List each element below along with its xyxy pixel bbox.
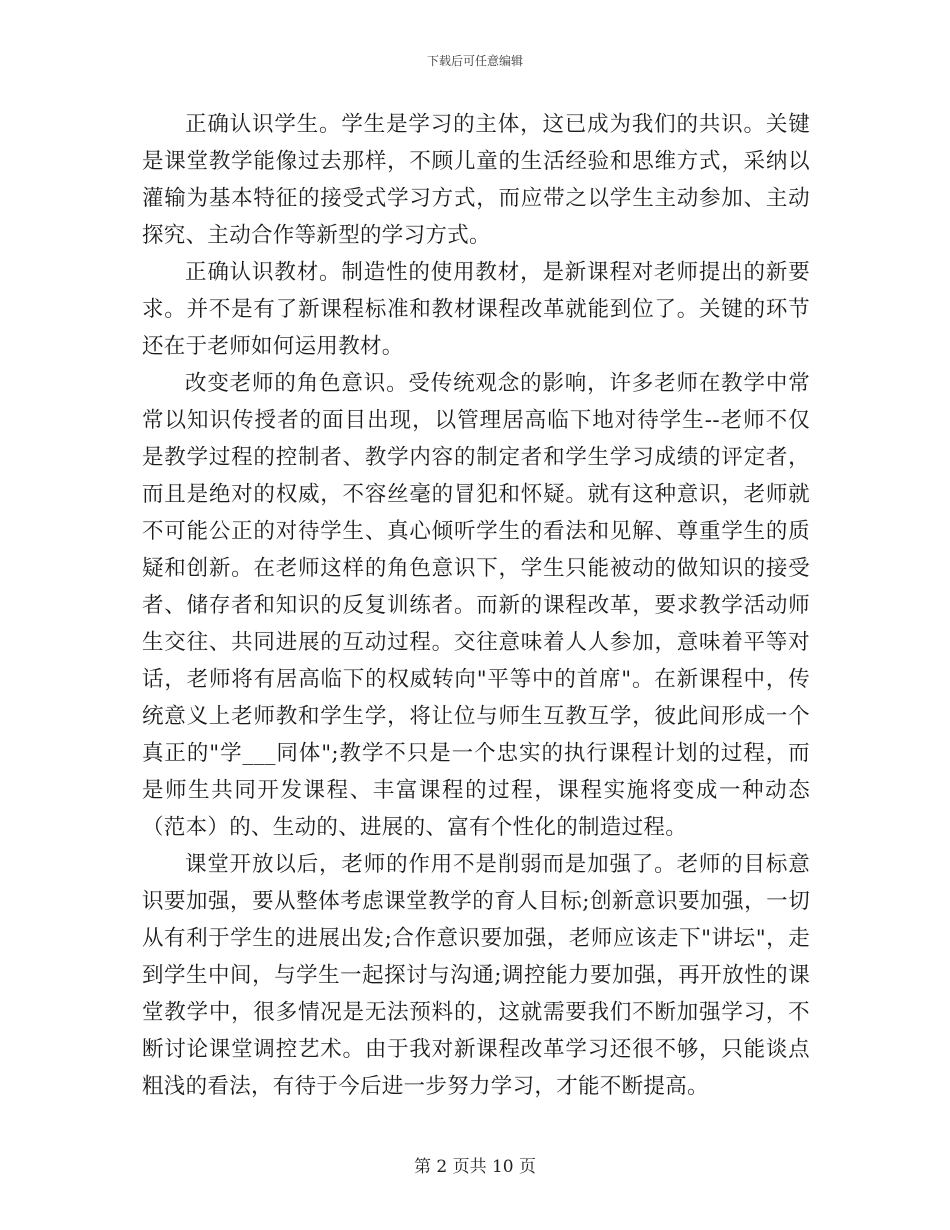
- paragraph-teacher-role: 改变老师的角色意识。受传统观念的影响，许多老师在教学中常常以知识传授者的面目出现，以管理居高临下地对待学生--老师不仅是教学过程的控制者、教学内容的制定者和学生学习成绩的评定者，而且是绝对的权威，不容丝毫的冒犯和怀疑。就有这种意识，老师就不可能公正的对待学生、真心倾听学生的看法和见解、尊重学生的质疑和创新。在老师这样的角色意识下，学生只能被动的做知识的接受者、储存者和知识的反复训练者。而新的课程改革，要求教学活动师生交往、共同进展的互动过程。交往意味着人人参加，意味着平等对话，老师将有居高临下的权威转向"平等中的首席"。在新课程中，传统意义上老师教和学生学，将让位与师生互教互学，彼此间形成一个真正的"学___同体";教学不只是一个忠实的执行课程计划的过程，而是师生共同开发课程、丰富课程的过程，课程实施将变成一种动态（范本）的、生动的、进展的、富有个性化的制造过程。: [142, 371, 810, 840]
- document-body: [142, 106, 810, 1105]
- paragraph-open-classroom: 课堂开放以后，老师的作用不是削弱而是加强了。老师的目标意识要加强，要从整体考虑课堂教学的育人目标;创新意识要加强，一切从有利于学生的进展出发;合作意识要加强，老师应该走下"讲坛"，走到学生中间，与学生一起探讨与沟通;调控能力要加强，再开放性的课堂教学中，很多情况是无法预料的，这就需要我们不断加强学习，不断讨论课堂调控艺术。由于我对新课程改革学习还很不够，只能谈点粗浅的看法，有待于今后进一步努力学习，才能不断提高。: [142, 852, 810, 1099]
- page-number-footer: 第 2 页共 10 页: [413, 1157, 537, 1177]
- page-header-note: 下载后可任意编辑: [426, 54, 523, 68]
- paragraph-understand-textbook: 正确认识教材。制造性的使用教材，是新课程对老师提出的新要求。并不是有了新课程标准和教材课程改革就能到位了。关键的环节还在于老师如何运用教材。: [142, 260, 810, 359]
- paragraph-understand-students: 正确认识学生。学生是学习的主体，这已成为我们的共识。关键是课堂教学能像过去那样，不顾儿童的生活经验和思维方式，采纳以灌输为基本特征的接受式学习方式，而应带之以学生主动参加、主动探究、主动合作等新型的学习方式。: [142, 112, 810, 248]
